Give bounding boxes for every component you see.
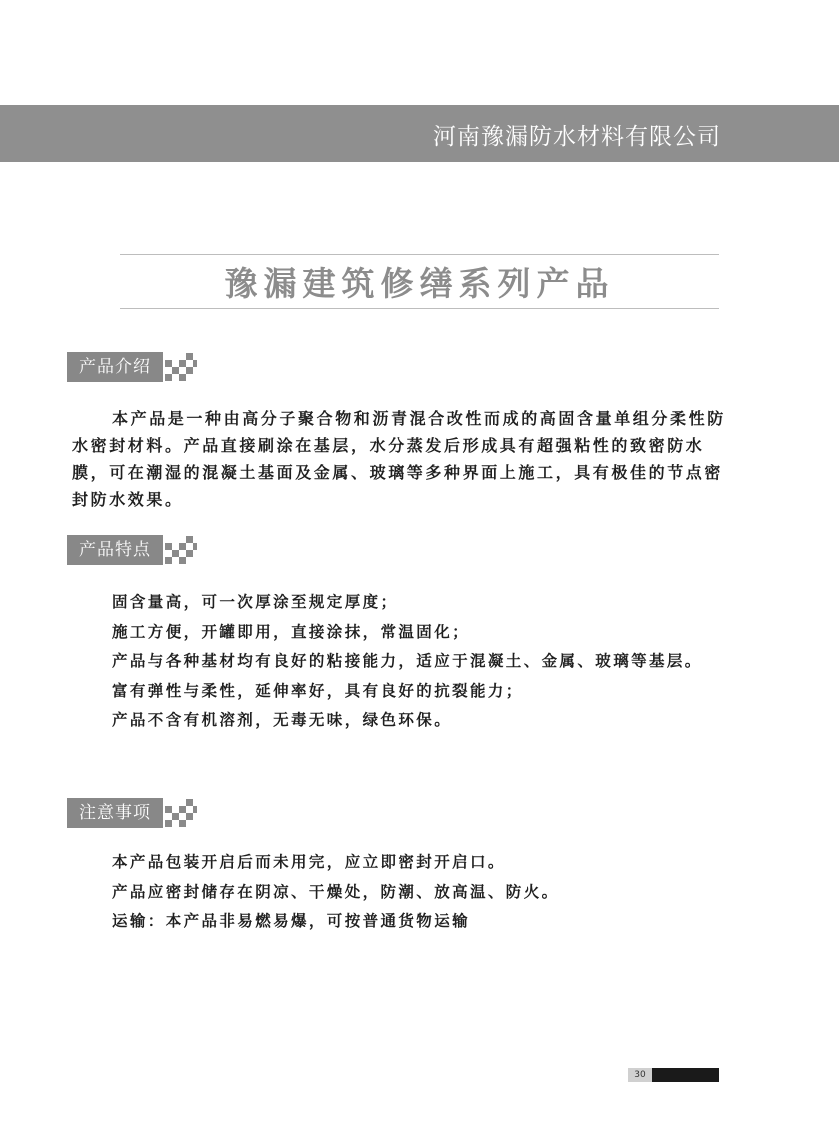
section-heading-intro — [67, 352, 197, 382]
company-name: 河南豫漏防水材料有限公司 — [433, 124, 721, 150]
page-title: 豫漏建筑修缮系列产品 — [224, 264, 615, 303]
list-item: 富有弹性与柔性，延伸率好，具有良好的抗裂能力； — [112, 681, 524, 700]
list-item: 产品与各种基材均有良好的粘接能力，适应于混凝土、金属、玻璃等基层。 — [112, 652, 703, 670]
header-band — [0, 105, 839, 162]
section-tab-label: 产品介绍 — [67, 352, 163, 382]
list-item: 运输：本产品非易燃易爆，可按普通货物运输 — [112, 912, 471, 930]
list-item: 本产品包装开启后而未用完，应立即密封开启口。 — [112, 853, 506, 871]
page-number-bar — [628, 1068, 719, 1082]
section-heading-features — [67, 535, 197, 565]
title-rule-top — [120, 254, 719, 255]
page-number: 30 — [628, 1068, 652, 1082]
list-item: 固含量高，可一次厚涂至规定厚度； — [112, 593, 399, 611]
features-list — [72, 588, 727, 736]
list-item: 产品不含有机溶剂，无毒无味，绿色环保。 — [112, 711, 453, 729]
section-tab-label: 注意事项 — [67, 798, 163, 828]
list-item: 产品应密封储存在阴凉、干燥处，防潮、放高温、防火。 — [112, 882, 560, 901]
section-tab-label: 产品特点 — [67, 535, 163, 565]
checker-decoration-icon — [165, 352, 197, 382]
checker-decoration-icon — [165, 535, 197, 565]
list-item: 施工方便，开罐即用，直接涂抹，常温固化； — [112, 622, 471, 641]
section-heading-notes — [67, 798, 197, 828]
title-rule-bottom — [120, 308, 719, 309]
notes-list — [72, 848, 727, 937]
intro-paragraph: 本产品是一种由高分子聚合物和沥青混合改性而成的高固含量单组分柔性防水密封材料。产品直接刷涂在基层，水分蒸发后形成具有超强粘性的致密防水膜，可在潮湿的混凝土基面及金属、玻璃等多种界面上施工，具有极佳的节点密封防水效果。 — [72, 409, 726, 509]
checker-decoration-icon — [165, 798, 197, 828]
